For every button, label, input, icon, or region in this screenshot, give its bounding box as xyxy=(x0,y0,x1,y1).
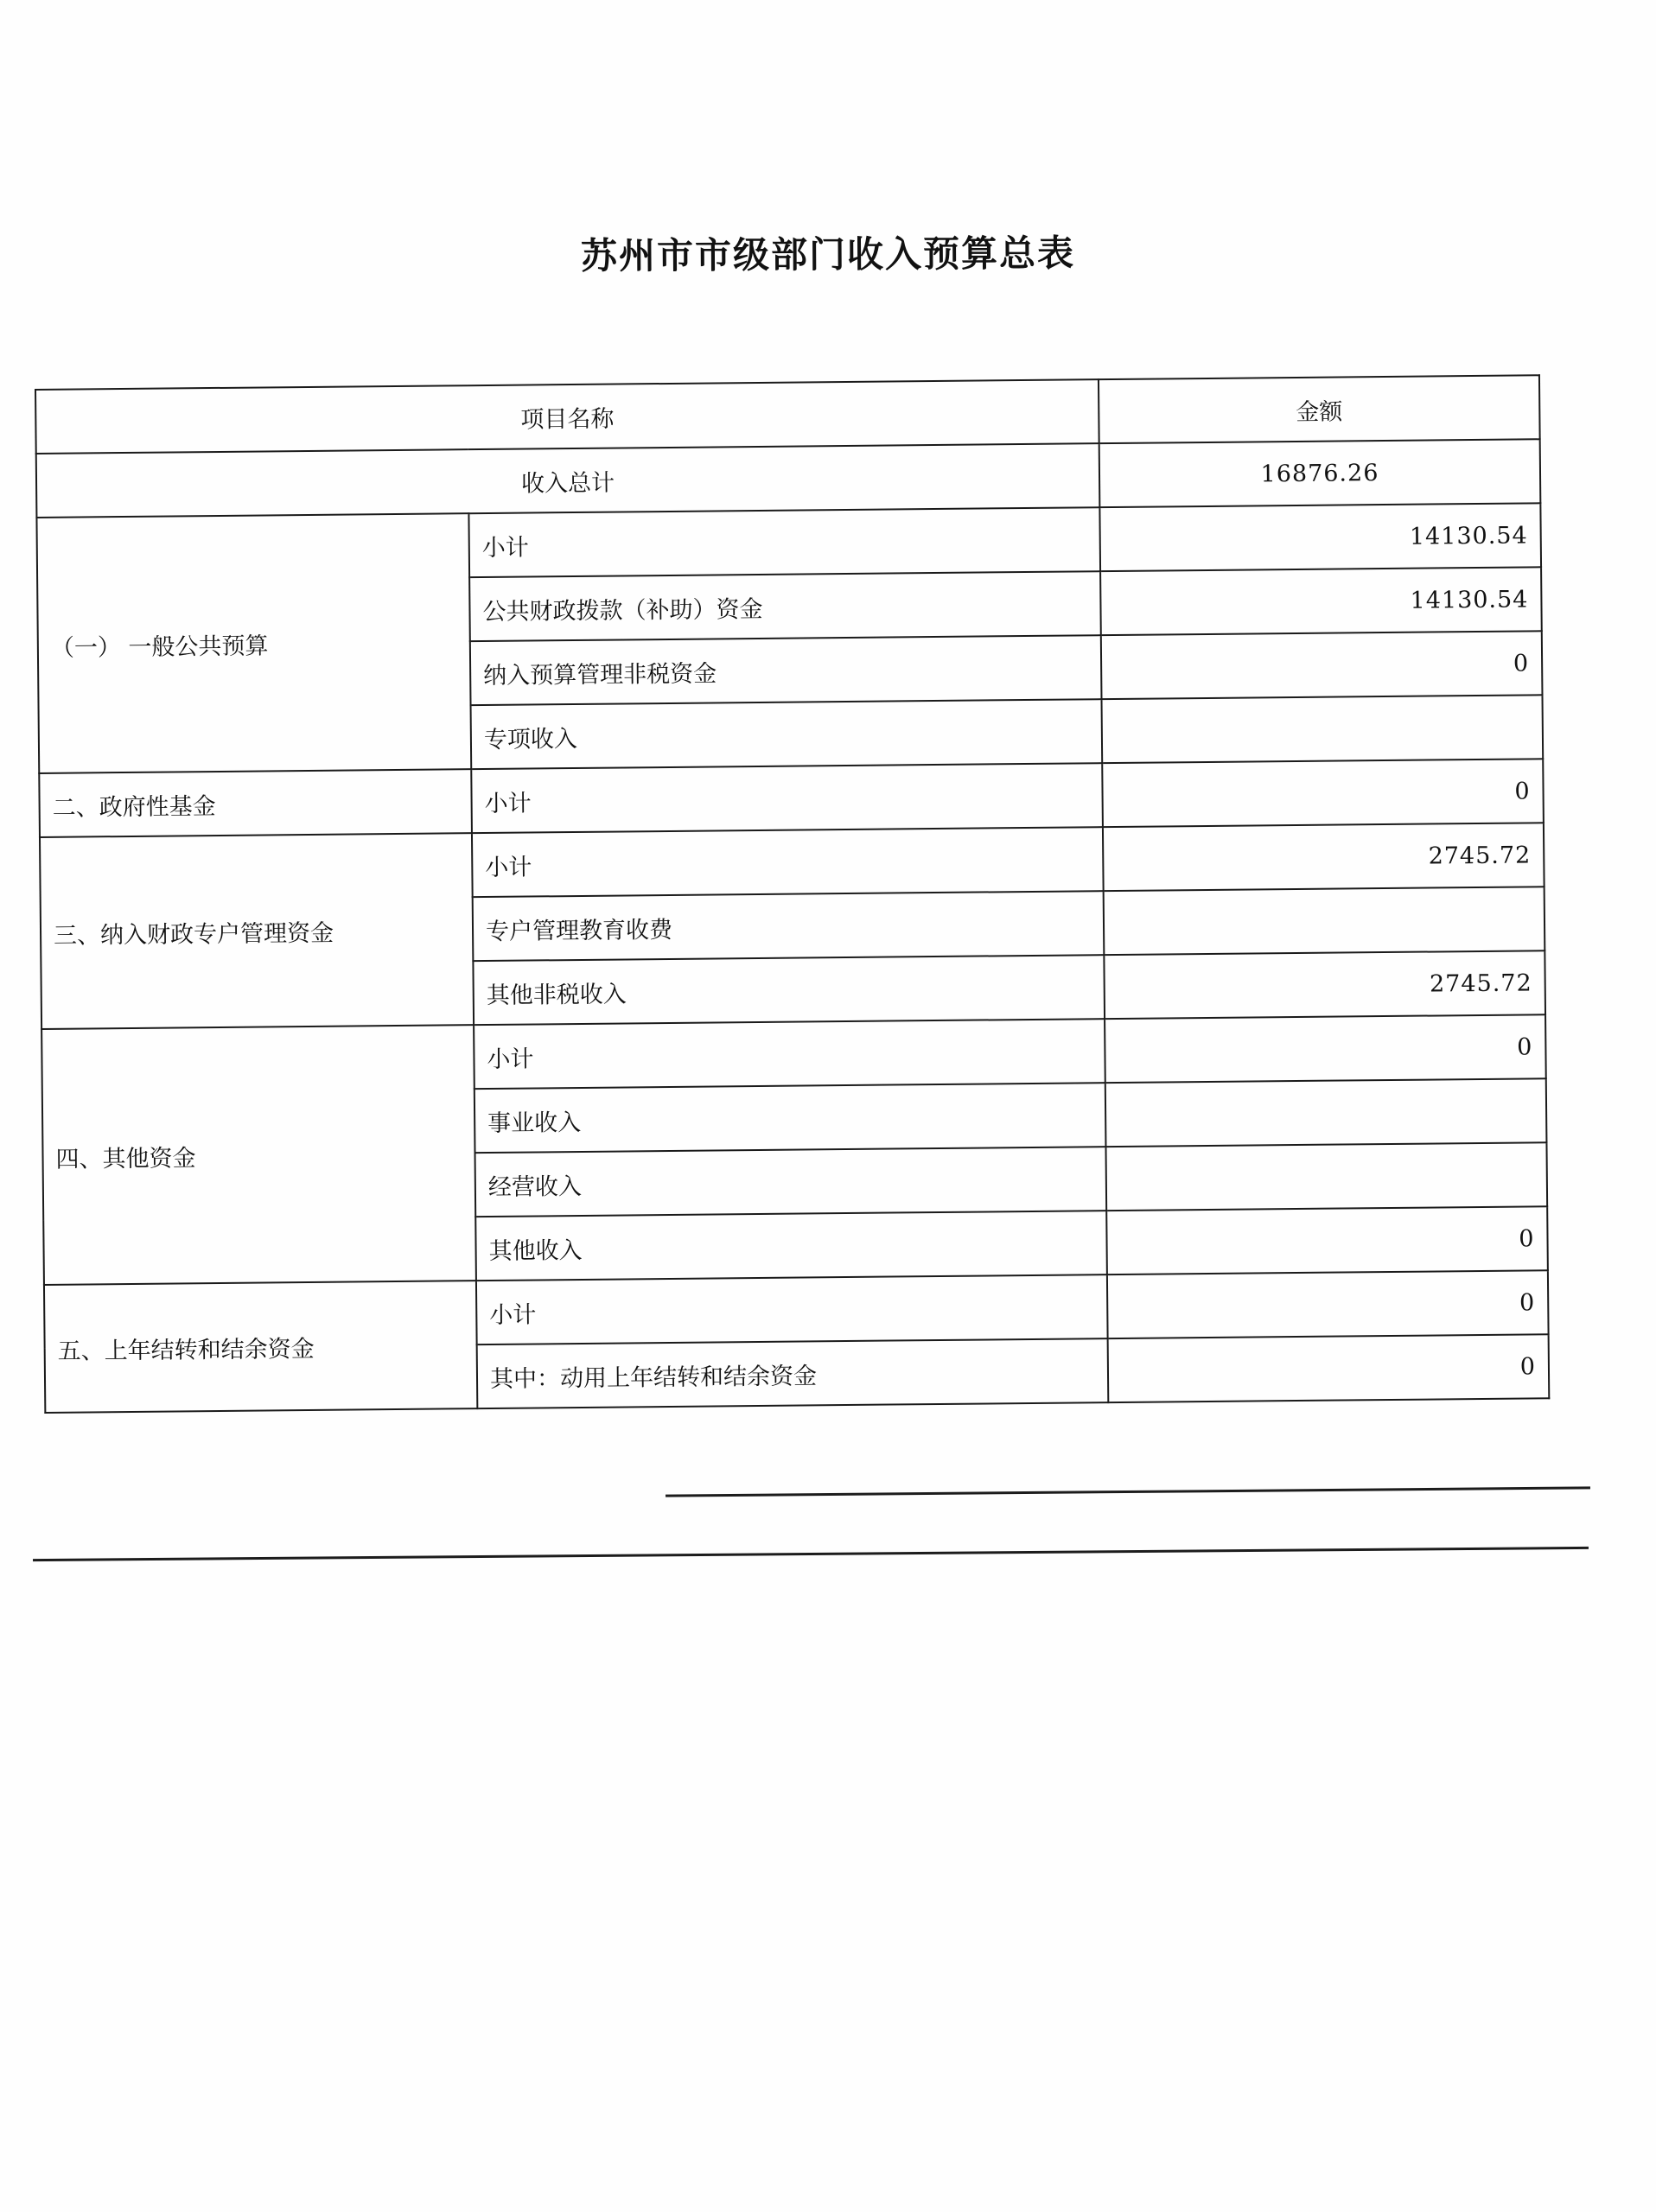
item-label: 小计 xyxy=(471,763,1103,833)
item-amount xyxy=(1102,695,1544,763)
item-label: 事业收入 xyxy=(475,1083,1106,1153)
item-label: 其中：动用上年结转和结余资金 xyxy=(477,1338,1109,1408)
page-title: 苏州市市级部门收入预算总表 xyxy=(580,232,1076,277)
item-amount xyxy=(1104,887,1545,955)
total-label: 收入总计 xyxy=(36,443,1100,518)
table-body xyxy=(35,375,1549,1413)
item-amount: 14130.54 xyxy=(1100,567,1542,635)
category-label-other-fund: 四、其他资金 xyxy=(41,1025,476,1285)
category-label-general-public-budget: （一） 一般公共预算 xyxy=(36,513,471,773)
item-label: 专项收入 xyxy=(471,699,1103,769)
total-amount: 16876.26 xyxy=(1099,439,1541,507)
column-header-item: 项目名称 xyxy=(35,379,1099,454)
item-amount xyxy=(1105,1142,1547,1211)
item-amount: 0 xyxy=(1102,759,1544,827)
income-budget-table xyxy=(35,374,1550,1414)
item-amount: 2745.72 xyxy=(1103,823,1545,891)
item-label: 小计 xyxy=(476,1274,1108,1344)
item-amount: 0 xyxy=(1105,1014,1546,1083)
footer-rule-long xyxy=(33,1547,1589,1561)
category-label-carryover-fund: 五、上年结转和结余资金 xyxy=(44,1281,477,1413)
item-amount: 0 xyxy=(1106,1206,1548,1274)
footer-rule-short xyxy=(666,1486,1590,1497)
item-label: 其他收入 xyxy=(475,1211,1107,1281)
item-amount: 14130.54 xyxy=(1099,503,1541,571)
item-amount: 0 xyxy=(1107,1270,1549,1338)
item-label: 公共财政拨款（补助）资金 xyxy=(469,571,1101,641)
item-amount: 0 xyxy=(1101,631,1543,699)
column-header-amount: 金额 xyxy=(1099,375,1540,443)
item-label: 其他非税收入 xyxy=(473,955,1105,1025)
item-amount xyxy=(1105,1078,1547,1147)
budget-table-container xyxy=(35,374,1548,1414)
item-label: 小计 xyxy=(474,1019,1105,1089)
item-label: 专户管理教育收费 xyxy=(473,891,1105,961)
category-label-government-fund: 二、政府性基金 xyxy=(39,769,472,837)
item-label: 经营收入 xyxy=(475,1147,1107,1217)
item-label: 小计 xyxy=(472,827,1104,897)
item-amount: 0 xyxy=(1108,1334,1550,1402)
item-label: 纳入预算管理非税资金 xyxy=(470,635,1102,705)
category-label-special-account-fund: 三、纳入财政专户管理资金 xyxy=(40,833,474,1029)
item-amount: 2745.72 xyxy=(1104,950,1545,1019)
item-label: 小计 xyxy=(468,507,1100,577)
